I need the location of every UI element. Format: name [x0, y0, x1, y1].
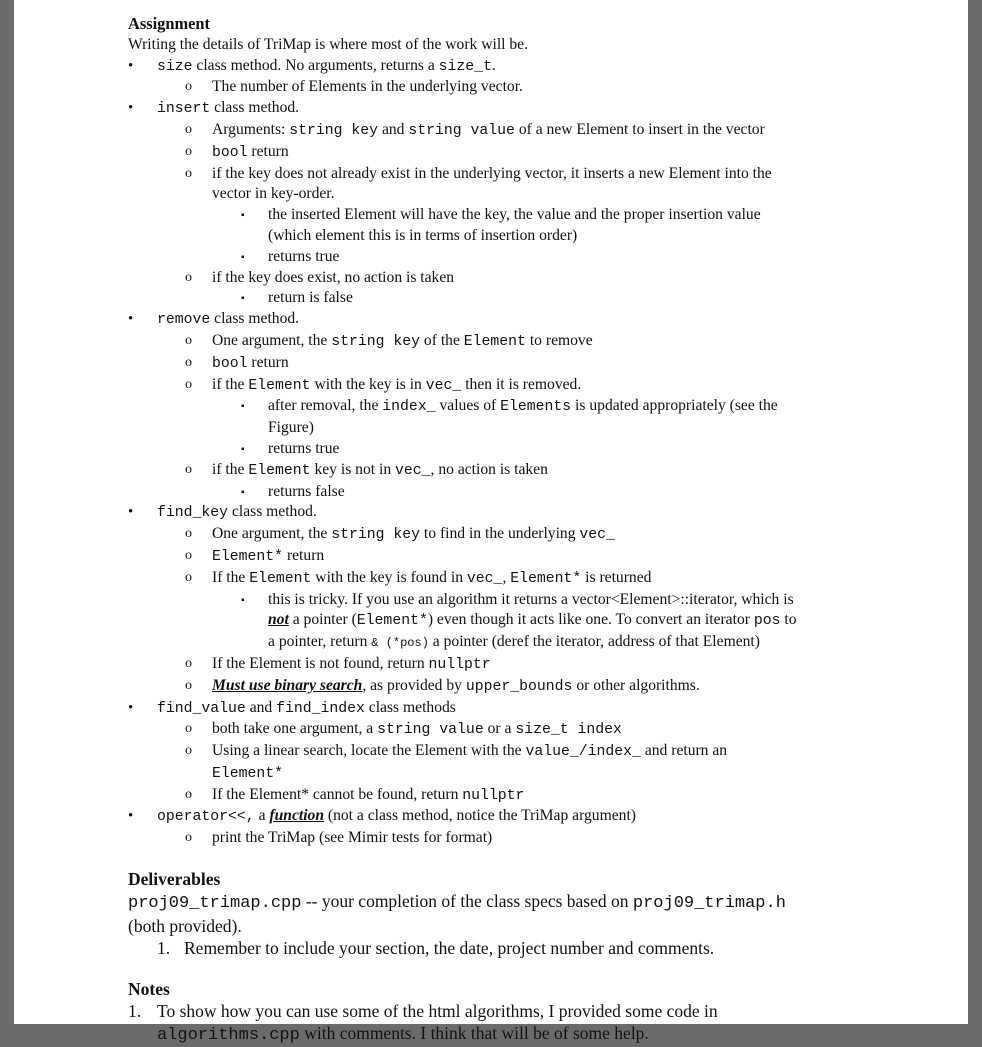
list-item: ▪ returns false: [128, 482, 868, 503]
bullet-marker: o: [185, 79, 192, 95]
list-item-insert: • insert class method.: [128, 99, 300, 118]
bullet-marker: o: [185, 830, 192, 846]
bullet-marker: ▪: [241, 443, 245, 455]
bullet-marker: •: [128, 699, 134, 716]
list-item: o print the TriMap (see Mimir tests for format): [128, 828, 868, 849]
list-item: ▪ after removal, the index_ values of Elements is updated appropriately (see the Figure): [241, 397, 778, 437]
bullet-marker: •: [128, 100, 134, 117]
list-item: o Arguments: string key and string value of a new Element to insert in the vector: [185, 120, 765, 139]
list-item: o If the Element is not found, return nullptr: [185, 654, 491, 673]
bullet-marker: o: [185, 786, 192, 802]
bullet-marker: o: [185, 332, 192, 348]
bullet-marker: ▪: [241, 293, 245, 305]
bullet-marker: o: [185, 143, 192, 159]
list-item-operator: • operator<<, a function (not a class method, notice the TriMap argument): [128, 807, 636, 826]
deliverables-text: proj09_trimap.cpp -- your completion of the class specs based on proj09_trimap.h (both provided).: [128, 891, 786, 937]
list-item: o if the Element key is not in vec_, no action is taken: [185, 460, 548, 479]
deliverables-item: 1. Remember to include your section, the date, project number and comments.: [157, 938, 715, 959]
bullet-marker: o: [185, 526, 192, 542]
bullet-marker: o: [185, 165, 192, 181]
bullet-marker: o: [185, 721, 192, 737]
bullet-marker: •: [128, 57, 134, 74]
bullet-marker: o: [185, 376, 192, 392]
bullet-marker: •: [128, 311, 134, 328]
list-item-find-value: • find_value and find_index class methods: [128, 698, 456, 717]
bullet-marker: ▪: [241, 594, 245, 606]
list-item-remove: • remove class method.: [128, 310, 300, 329]
list-item: o bool return: [185, 142, 289, 161]
list-item: o Must use binary search, as provided by upper_bounds or other algorithms.: [185, 676, 700, 695]
list-item: o if the key does not already exist in the underlying vector, it inserts a new Element into the vector in key-order.: [185, 164, 772, 203]
bullet-marker: o: [185, 655, 192, 671]
list-item: o One argument, the string key of the Element to remove: [185, 331, 593, 350]
list-item: ▪ returns true: [128, 439, 868, 460]
list-item: o bool return: [185, 353, 289, 372]
list-item: ▪ return is false: [128, 288, 868, 309]
assignment-intro: Writing the details of TriMap is where most of the work will be.: [128, 35, 528, 53]
list-item: o If the Element* cannot be found, return nullptr: [185, 785, 525, 804]
list-item: o One argument, the string key to find in the underlying vec_: [185, 525, 615, 544]
list-item: o both take one argument, a string value or a size_t index: [185, 720, 622, 739]
bullet-marker: o: [185, 121, 192, 137]
bullet-marker: ▪: [241, 210, 245, 222]
bullet-marker: ▪: [241, 251, 245, 263]
list-item: ▪ this is tricky. If you use an algorithm it returns a vector<Element>::iterator, which is not a pointer (Element*) even though it acts like one. To convert an iterator pos to a pointer, return & (*pos) a pointer (deref the iterator, address of that Element): [241, 590, 797, 651]
notes-heading: Notes: [128, 979, 170, 1000]
list-item: ▪ returns true: [128, 247, 868, 268]
notes-item: 1. To show how you can use some of the html algorithms, I provided some code in algorithms.cpp with comments. I think that will be of some help.: [128, 1001, 718, 1046]
list-item-find-key: • find_key class method.: [128, 503, 317, 522]
list-item: o if the key does exist, no action is taken: [128, 268, 868, 289]
bullet-marker: •: [128, 504, 134, 521]
bullet-marker: ▪: [241, 401, 245, 413]
list-item-size: • size class method. No arguments, returns a size_t.: [128, 56, 496, 75]
bullet-marker: ▪: [241, 486, 245, 498]
bullet-marker: o: [185, 354, 192, 370]
bullet-marker: o: [185, 461, 192, 477]
deliverables-heading: Deliverables: [128, 869, 221, 890]
document-page: [14, 0, 968, 1046]
assignment-heading: Assignment: [128, 14, 210, 33]
bullet-marker: o: [185, 547, 192, 563]
bullet-marker: o: [185, 677, 192, 693]
bullet-marker: •: [128, 808, 134, 825]
bullet-marker: o: [185, 569, 192, 585]
document-content: [128, 14, 868, 1047]
list-item: o Using a linear search, locate the Element with the value_/index_ and return an Element*: [185, 742, 728, 782]
bullet-marker: o: [185, 743, 192, 759]
list-item: o The number of Elements in the underlying vector.: [128, 77, 868, 98]
list-item: ▪ the inserted Element will have the key, the value and the proper insertion value (which element this is in terms of insertion order): [241, 206, 761, 244]
list-item: o If the Element with the key is found in vec_, Element* is returned: [185, 568, 652, 587]
list-item: o Element* return: [185, 546, 325, 565]
bullet-marker: o: [185, 269, 192, 285]
list-item: o if the Element with the key is in vec_ then it is removed.: [185, 375, 582, 394]
